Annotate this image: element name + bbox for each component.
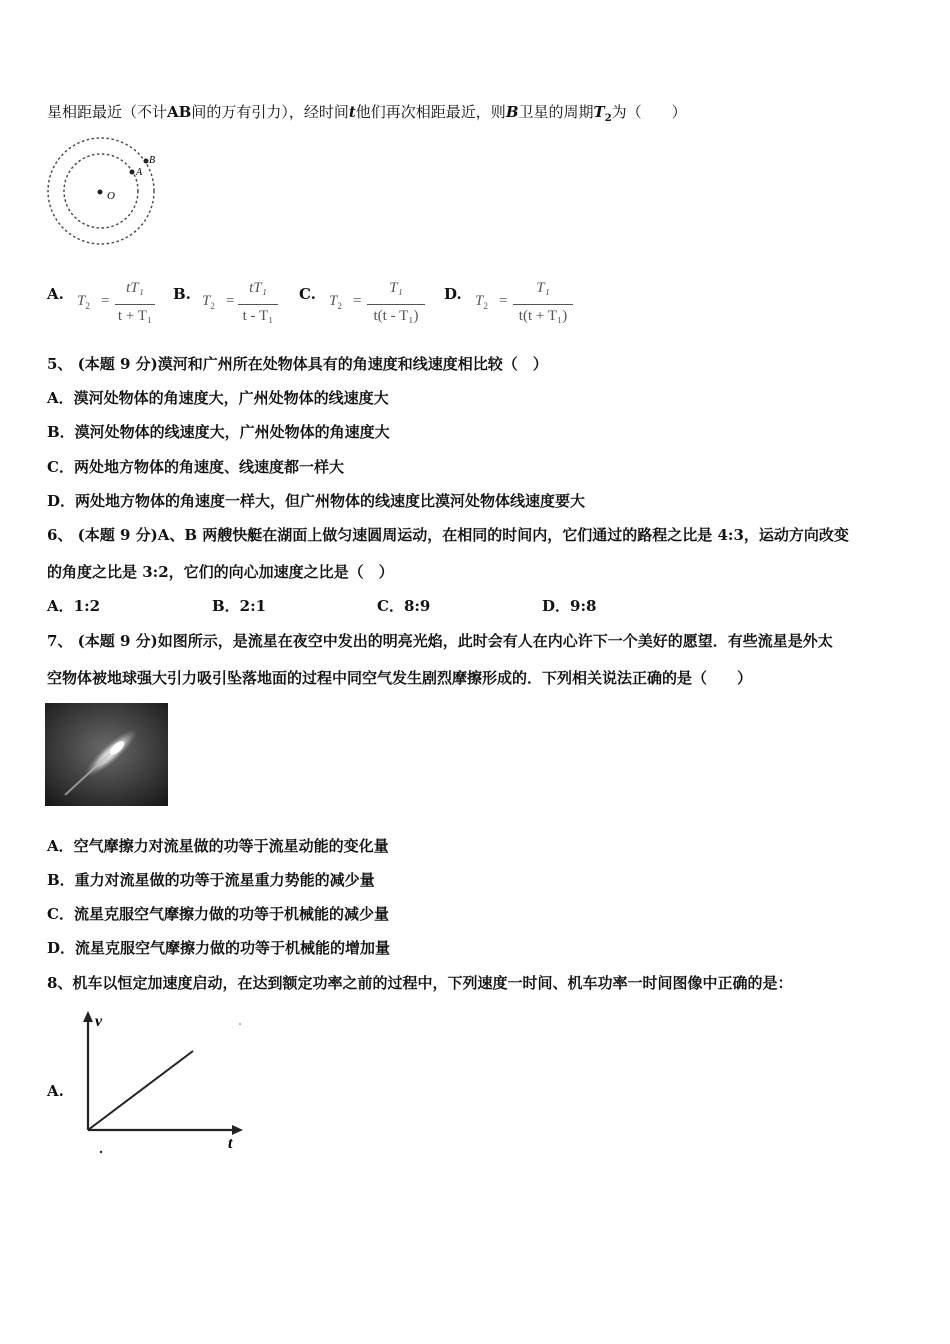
q4-option-d-label: D.: [444, 285, 462, 303]
label-b: B: [149, 155, 156, 166]
intro-text-3: 他们再次相距最近，则: [355, 103, 506, 121]
formula-eq: =: [499, 293, 508, 309]
q7-option-a[interactable]: A．空气摩擦力对流星做的功等于流星动能的变化量: [47, 837, 389, 855]
q6-option-c[interactable]: C．8:9: [377, 597, 431, 615]
meteor-image: [45, 703, 168, 806]
v-t-line: [88, 1051, 193, 1130]
formula-lhs: $T_2$: [329, 293, 342, 311]
intro-ab: AB: [167, 103, 192, 121]
formula-lhs: $T_2$: [77, 293, 90, 311]
label-a: A: [136, 167, 143, 178]
formula-bar: [513, 304, 573, 305]
orbit-figure: [45, 135, 160, 247]
intro-b: B: [505, 103, 519, 121]
q6-stem-line2: 的角度之比是 3:2，它们的向心加速度之比是（ ）: [47, 563, 394, 581]
q4-option-a-label: A.: [47, 285, 64, 303]
x-axis-arrow: [232, 1125, 243, 1135]
intro-t: t: [348, 103, 356, 121]
q4-option-b-formula[interactable]: [202, 280, 282, 332]
x-axis-label: t: [228, 1135, 233, 1152]
q4-option-d-formula[interactable]: [475, 280, 585, 332]
center-dot: [98, 190, 103, 195]
q6-option-b[interactable]: B．2:1: [212, 597, 267, 615]
intro-T2-sub: 2: [604, 113, 612, 124]
formula-eq: =: [226, 293, 235, 309]
formula-eq: =: [101, 293, 110, 309]
q7-option-c[interactable]: C．流星克服空气摩擦力做的功等于机械能的减少量: [47, 905, 389, 923]
intro-line: [47, 102, 687, 129]
formula-bar: [367, 304, 425, 305]
formula-lhs: $T_2$: [475, 293, 488, 311]
formula-den: t(t + T₁): [518, 308, 568, 324]
q6-option-d[interactable]: D．9:8: [542, 597, 597, 615]
intro-T2: T: [593, 103, 605, 121]
q5-option-d[interactable]: D．两处地方物体的角速度一样大，但广州物体的线速度比漠河处物体线速度要大: [47, 492, 586, 510]
y-axis-arrow: [83, 1011, 93, 1022]
q5-option-a[interactable]: A．漠河处物体的角速度大，广州处物体的线速度大: [47, 389, 389, 407]
q4-option-c-formula[interactable]: [329, 280, 429, 332]
formula-bar: [115, 304, 155, 305]
formula-num: tT₁: [249, 280, 267, 296]
q5-option-b[interactable]: B．漠河处物体的线速度大，广州处物体的角速度大: [47, 423, 390, 441]
formula-den: t - T₁: [242, 308, 274, 324]
q5-stem: 5、 (本题 9 分)漠河和广州所在处物体具有的角速度和线速度相比较（ ）: [47, 355, 548, 373]
formula-den: t(t - T₁): [373, 308, 419, 324]
q4-option-c-label: C.: [299, 285, 316, 303]
formula-bar: [238, 304, 278, 305]
formula-lhs: $T_2$: [202, 293, 215, 311]
q4-option-b-label: B.: [173, 285, 191, 303]
formula-eq: =: [353, 293, 362, 309]
intro-text-1: 星相距最近（不计: [47, 103, 168, 121]
satellite-a: [130, 170, 135, 175]
formula-num: tT₁: [126, 280, 144, 296]
intro-text-5: 为（ ）: [611, 103, 687, 121]
q8-option-a-label[interactable]: A.: [47, 1082, 64, 1100]
q6-option-a[interactable]: A．1:2: [47, 597, 101, 615]
speck: [239, 1023, 241, 1025]
q4-options: [47, 280, 667, 332]
y-axis-label: v: [95, 1013, 103, 1030]
q7-option-b[interactable]: B．重力对流星做的功等于流星重力势能的减少量: [47, 871, 375, 889]
formula-num: T₁: [536, 280, 550, 296]
formula-num: T₁: [389, 280, 403, 296]
center-label: O: [107, 190, 115, 202]
intro-text-4: 卫星的周期: [518, 103, 594, 121]
intro-text-2: 间的万有引力），经时间: [191, 103, 349, 121]
q7-option-d[interactable]: D．流星克服空气摩擦力做的功等于机械能的增加量: [47, 939, 391, 957]
satellite-b: [144, 159, 149, 164]
q8-stem: 8、机车以恒定加速度启动，在达到额定功率之前的过程中，下列速度一时间、机车功率一时间图像中正确的是：: [47, 974, 793, 992]
q7-stem-line1: 7、 (本题 9 分)如图所示，是流星在夜空中发出的明亮光焰，此时会有人在内心许下一个美好的愿望．有些流星是外太: [47, 632, 833, 650]
origin-dot: [100, 1151, 102, 1153]
q6-stem-line1: 6、 (本题 9 分)A、B 两艘快艇在湖面上做匀速圆周运动，在相同的时间内，它们通过的路程之比是 4:3，运动方向改变: [47, 526, 849, 544]
formula-den: t + T₁: [117, 308, 153, 324]
q8-option-a-graph[interactable]: [75, 1008, 250, 1158]
q4-option-a-formula[interactable]: [77, 280, 157, 332]
q7-stem-line2: 空物体被地球强大引力吸引坠落地面的过程中同空气发生剧烈摩擦形成的．下列相关说法正确的是（ ）: [47, 669, 753, 687]
q5-option-c[interactable]: C．两处地方物体的角速度、线速度都一样大: [47, 458, 344, 476]
